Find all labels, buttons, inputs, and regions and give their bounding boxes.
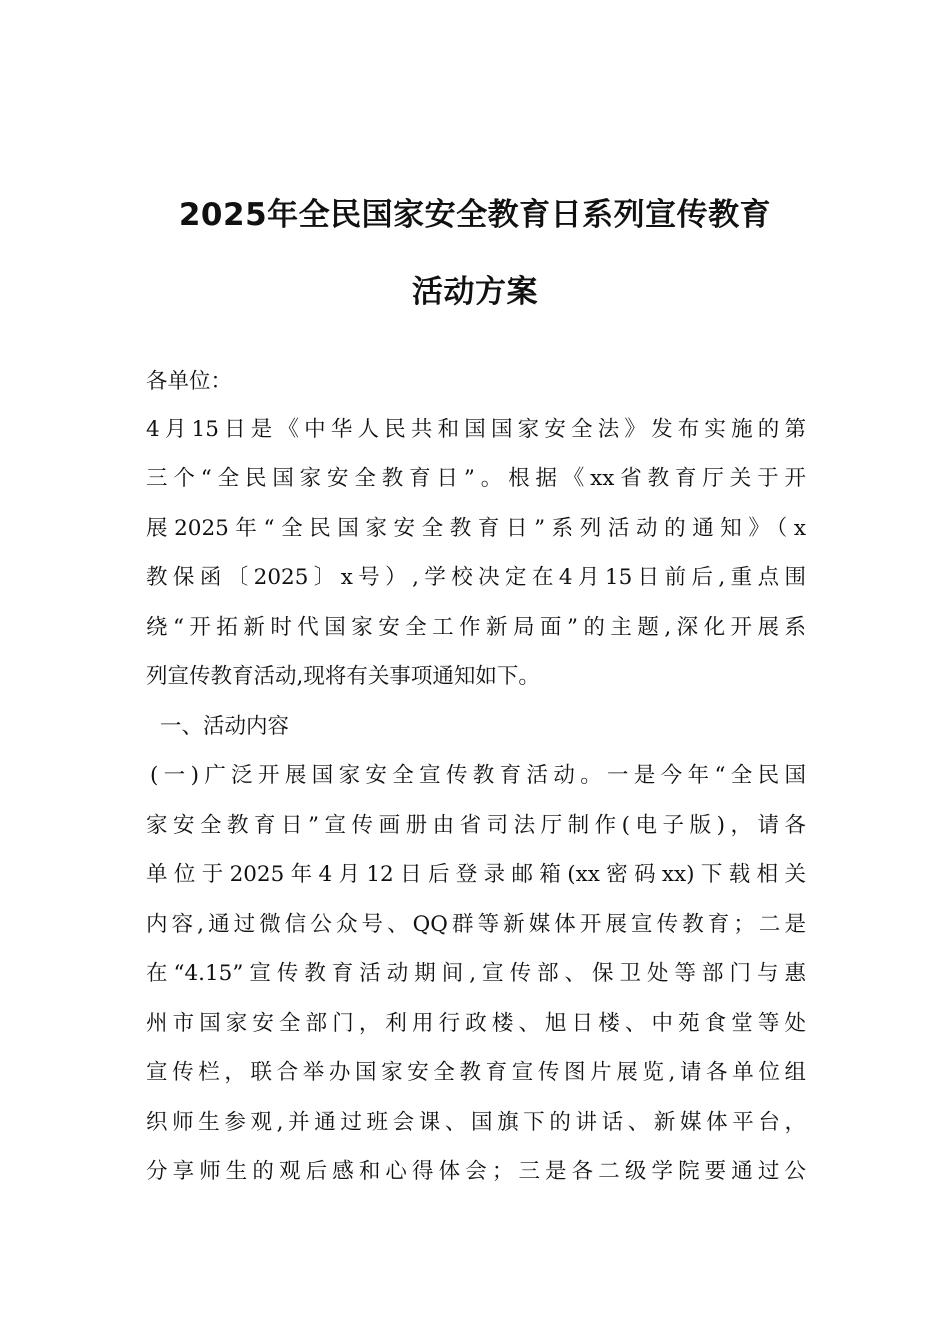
paragraph-line: 4月15日是《中华人民共和国国家安全法》发布实施的第 xyxy=(146,417,806,442)
document-title-line-1: 2025年全民国家安全教育日系列宣传教育 xyxy=(178,197,772,233)
document-title-line-2: 活动方案 xyxy=(412,274,538,310)
paragraph-line: 内容,通过微信公众号、QQ群等新媒体开展宣传教育；二是 xyxy=(146,912,806,937)
salutation: 各单位： xyxy=(146,369,233,394)
paragraph-line: (一)广泛开展国家安全宣传教育活动。一是今年“全民国 xyxy=(150,763,806,788)
paragraph-line: 州市国家安全部门，利用行政楼、旭日楼、中苑食堂等处 xyxy=(146,1011,806,1036)
paragraph-line: 织师生参观,并通过班会课、国旗下的讲话、新媒体平台， xyxy=(146,1110,806,1135)
paragraph-line: 教保函〔2025〕x号）,学校决定在4月15日前后,重点围 xyxy=(146,565,806,590)
paragraph-line: 分享师生的观后感和心得体会；三是各二级学院要通过公 xyxy=(146,1159,806,1184)
paragraph-line: 单位于2025年4月12日后登录邮箱(xx密码xx)下载相关 xyxy=(146,862,806,887)
paragraph-line: 家安全教育日”宣传画册由省司法厅制作(电子版)，请各 xyxy=(146,813,806,838)
section-heading: 一、活动内容 xyxy=(160,714,290,739)
paragraph-line: 在“4.15”宣传教育活动期间,宣传部、保卫处等部门与惠 xyxy=(146,961,806,986)
paragraph-line: 绕“开拓新时代国家安全工作新局面”的主题,深化开展系 xyxy=(146,615,806,640)
paragraph-line: 展2025年“全民国家安全教育日”系列活动的通知》（x xyxy=(146,516,806,541)
paragraph-line: 列宣传教育活动,现将有关事项通知如下。 xyxy=(146,664,540,689)
paragraph-line: 三个“全民国家安全教育日”。根据《xx省教育厅关于开 xyxy=(146,466,806,491)
paragraph-line: 宣传栏，联合举办国家安全教育宣传图片展览,请各单位组 xyxy=(146,1060,806,1085)
